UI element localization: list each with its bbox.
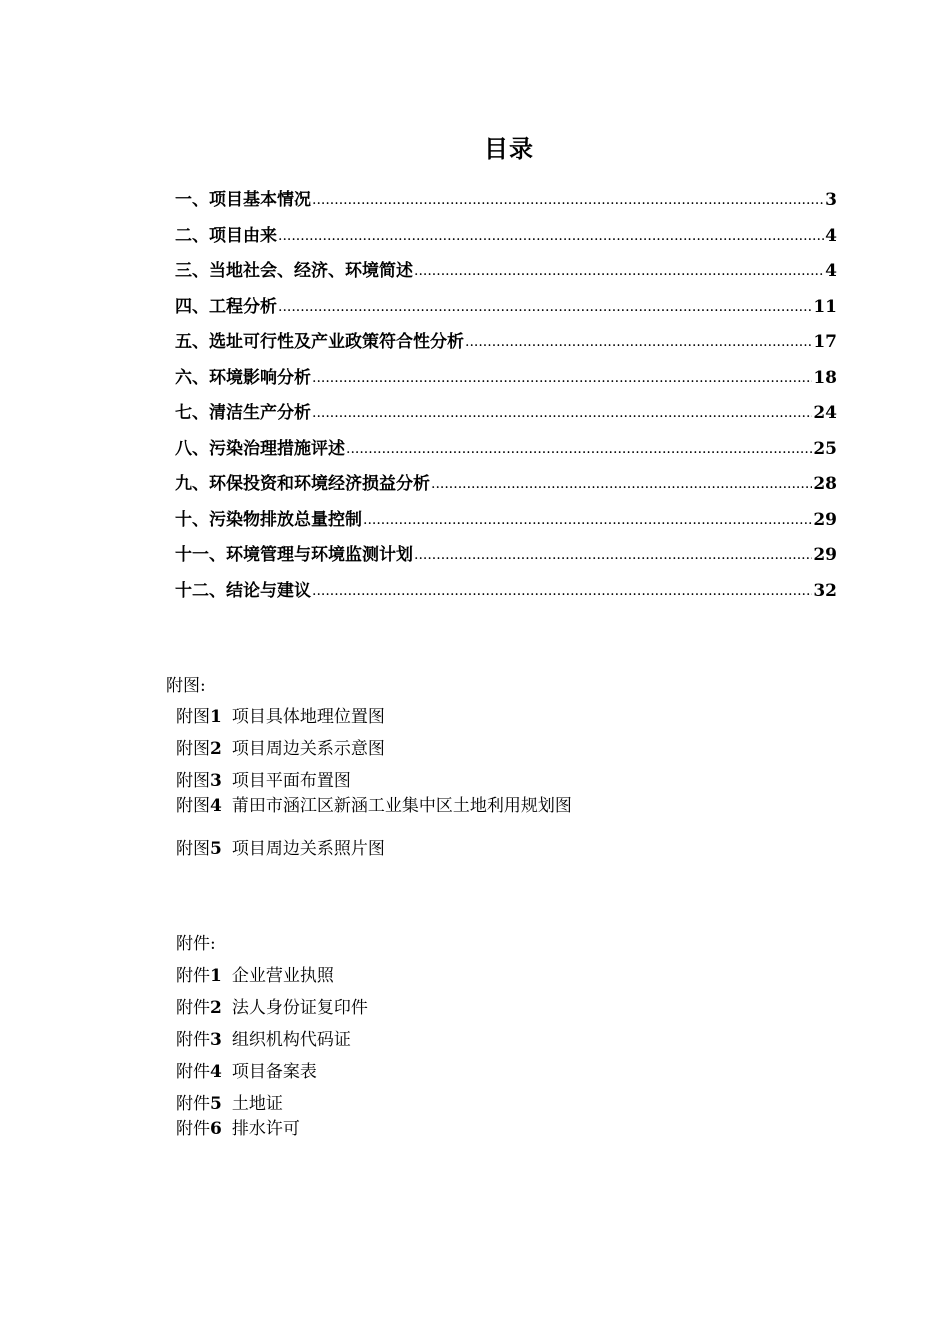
attachment-title: 土地证 <box>231 1094 283 1114</box>
attachment-item <box>176 964 334 988</box>
figure-number: 3 <box>210 771 222 791</box>
figure-number: 5 <box>210 839 222 859</box>
figure-prefix: 附图 <box>176 707 210 727</box>
toc-entry[interactable] <box>175 433 837 469</box>
attachment-prefix: 附件 <box>176 998 210 1018</box>
toc-entry[interactable] <box>175 362 837 398</box>
attachments-heading: 附件: <box>176 934 216 954</box>
toc-entry[interactable] <box>175 291 837 327</box>
toc-leader-dots <box>414 255 824 287</box>
toc-leader-dots <box>312 575 812 607</box>
attachment-title: 企业营业执照 <box>231 966 334 986</box>
toc-entry-label: 一、项目基本情况 <box>175 190 311 210</box>
toc-entry[interactable] <box>175 539 837 575</box>
toc-entry-page: 3 <box>825 190 837 210</box>
attachment-item <box>176 996 368 1020</box>
attachment-title: 组织机构代码证 <box>231 1030 351 1050</box>
toc-entry-label: 七、清洁生产分析 <box>175 403 311 423</box>
attachment-item <box>176 1092 283 1116</box>
toc-leader-dots <box>431 468 812 500</box>
toc-entry-page: 4 <box>825 225 837 246</box>
figure-title: 项目平面布置图 <box>231 771 351 791</box>
toc-entry[interactable] <box>175 468 837 504</box>
toc-entry-label: 九、环保投资和环境经济损益分析 <box>175 474 430 494</box>
toc-title <box>0 133 950 165</box>
toc-title-text: 目录 <box>484 134 534 163</box>
attachment-prefix: 附件 <box>176 1030 210 1050</box>
toc-entry[interactable] <box>175 184 837 220</box>
attachment-prefix: 附件 <box>176 1062 210 1082</box>
attachment-number: 1 <box>210 966 222 986</box>
figure-title: 项目具体地理位置图 <box>231 707 385 727</box>
figure-item <box>176 769 351 793</box>
toc-entry[interactable] <box>175 220 837 256</box>
attachment-item <box>176 1060 317 1084</box>
toc-entry-page: 29 <box>813 545 837 565</box>
attachment-item <box>176 1028 351 1052</box>
attachment-item <box>176 1117 300 1141</box>
attachment-number: 2 <box>210 998 222 1018</box>
toc-entry-label: 二、项目由来 <box>175 225 277 246</box>
toc-list <box>175 184 837 610</box>
toc-leader-dots <box>465 326 812 358</box>
toc-leader-dots <box>312 362 812 394</box>
figures-heading: 附图: <box>166 676 206 696</box>
figure-prefix: 附图 <box>176 771 210 791</box>
toc-entry-label: 十、污染物排放总量控制 <box>175 509 362 530</box>
toc-entry-label: 五、选址可行性及产业政策符合性分析 <box>175 332 464 352</box>
figure-item <box>176 794 572 818</box>
toc-leader-dots <box>414 539 812 571</box>
attachment-title: 排水许可 <box>231 1119 300 1139</box>
figure-title: 项目周边关系照片图 <box>231 839 385 859</box>
attachment-number: 5 <box>210 1094 222 1114</box>
toc-entry-label: 六、环境影响分析 <box>175 367 311 388</box>
figure-title: 项目周边关系示意图 <box>231 739 385 759</box>
figure-prefix: 附图 <box>176 739 210 759</box>
toc-entry-page: 32 <box>813 580 837 601</box>
attachment-title: 法人身份证复印件 <box>231 998 368 1018</box>
figure-number: 2 <box>210 739 222 759</box>
toc-leader-dots <box>363 504 812 536</box>
toc-entry[interactable] <box>175 504 837 540</box>
toc-leader-dots <box>312 397 812 429</box>
toc-entry-label: 四、工程分析 <box>175 296 277 317</box>
toc-leader-dots <box>346 433 812 465</box>
attachment-title: 项目备案表 <box>231 1062 317 1082</box>
attachment-prefix: 附件 <box>176 1119 210 1139</box>
figure-item <box>176 737 385 761</box>
toc-entry-page: 29 <box>813 509 837 530</box>
attachment-prefix: 附件 <box>176 1094 210 1114</box>
figure-title: 莆田市涵江区新涵工业集中区土地利用规划图 <box>231 796 572 816</box>
toc-entry[interactable] <box>175 575 837 611</box>
toc-entry[interactable] <box>175 326 837 362</box>
attachment-number: 3 <box>210 1030 222 1050</box>
toc-entry-page: 4 <box>825 261 837 281</box>
toc-leader-dots <box>312 184 824 216</box>
toc-entry-page: 24 <box>813 403 837 423</box>
figure-prefix: 附图 <box>176 839 210 859</box>
toc-leader-dots <box>278 220 824 252</box>
attachment-prefix: 附件 <box>176 966 210 986</box>
toc-leader-dots <box>278 291 812 323</box>
toc-entry-page: 17 <box>813 332 837 352</box>
figure-number: 1 <box>210 707 222 727</box>
toc-entry-label: 十二、结论与建议 <box>175 580 311 601</box>
toc-entry-page: 25 <box>813 438 837 459</box>
toc-entry-page: 18 <box>813 367 837 388</box>
toc-entry-label: 三、当地社会、经济、环境简述 <box>175 261 413 281</box>
toc-entry[interactable] <box>175 397 837 433</box>
toc-entry-label: 八、污染治理措施评述 <box>175 438 345 459</box>
figure-prefix: 附图 <box>176 796 210 816</box>
figure-number: 4 <box>210 796 222 816</box>
toc-entry-label: 十一、环境管理与环境监测计划 <box>175 545 413 565</box>
toc-entry[interactable] <box>175 255 837 291</box>
toc-entry-page: 11 <box>813 296 837 317</box>
figure-item <box>176 837 385 861</box>
attachment-number: 6 <box>210 1119 222 1139</box>
toc-entry-page: 28 <box>813 474 837 494</box>
attachment-number: 4 <box>210 1062 222 1082</box>
figure-item <box>176 705 385 729</box>
